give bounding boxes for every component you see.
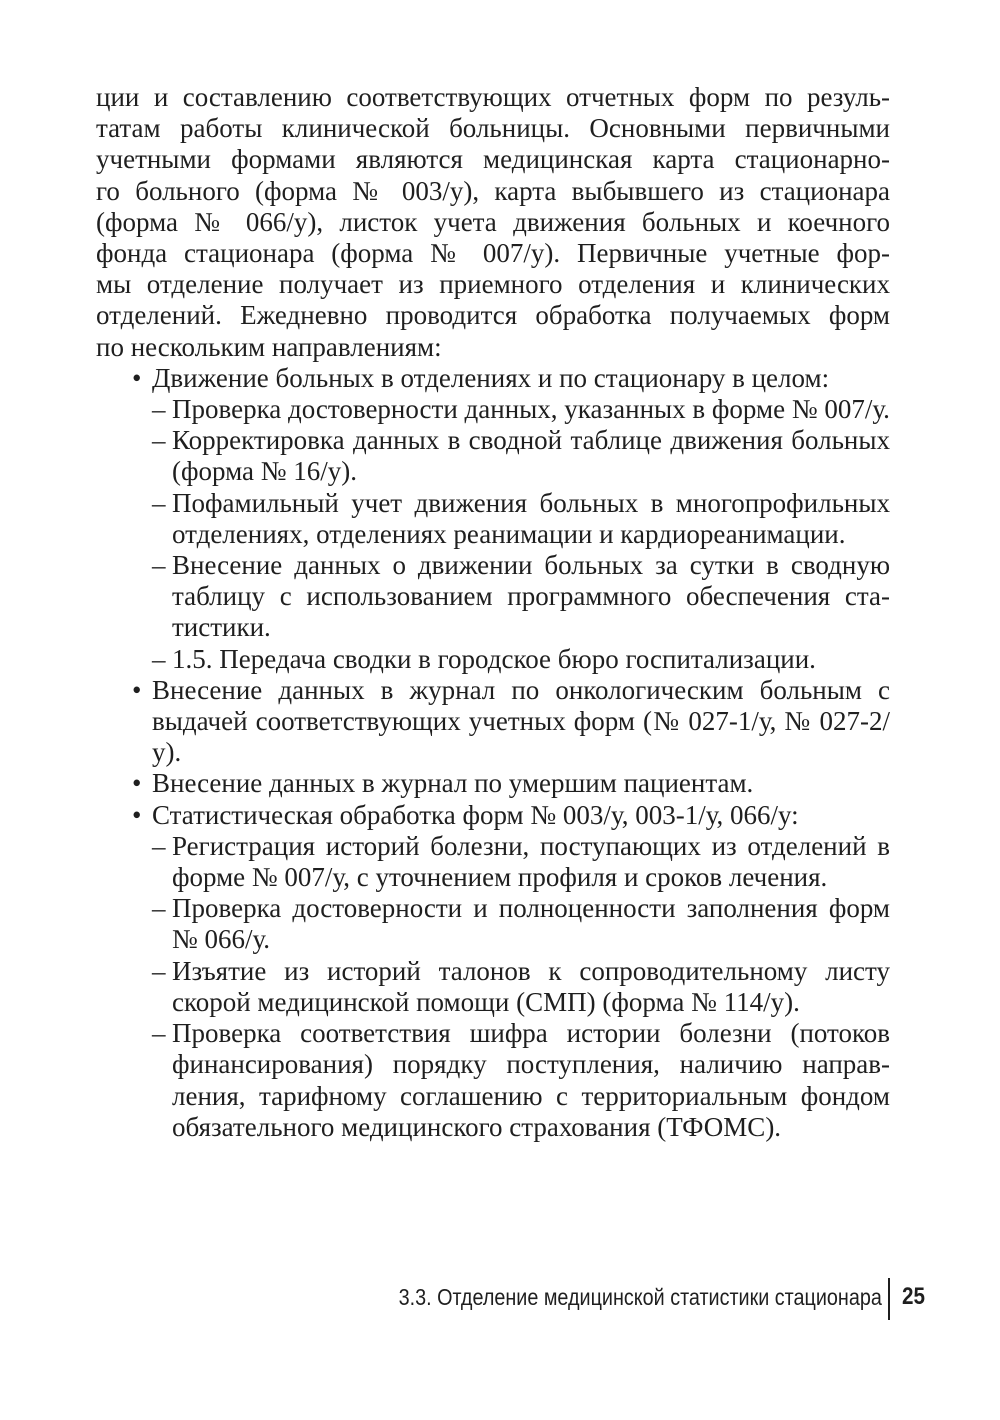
dash-marker: – <box>152 1018 166 1049</box>
bullet-item <box>96 363 890 675</box>
bullet-text: Статистическая обработка форм № 003/у, 003-1/у, 066/у: <box>152 799 799 830</box>
intro-line: го больного (форма № 003/у), карта выбывшего из стационара <box>96 175 890 206</box>
bullet-text: Внесение данных в журнал по умершим пациентам. <box>152 768 754 799</box>
bullet-text: Движение больных в отделениях и по стационару в целом: <box>152 362 830 393</box>
dash-marker: – <box>152 487 166 518</box>
sub-text: Проверка достоверности и полноценности заполнения форм № 066/у. <box>172 893 890 955</box>
sub-item <box>152 955 890 1018</box>
bullet-list <box>96 363 890 1143</box>
sub-text: Корректировка данных в сводной таблице движения больных (форма № 16/у). <box>172 425 890 487</box>
bullet-text: Внесение данных в журнал по онкологическим больным с выдачей соответствующих учетных форм (№ 027-1/у, № 027-2/у). <box>152 674 890 768</box>
sub-item <box>152 487 890 550</box>
sub-item <box>152 425 890 487</box>
dash-marker: – <box>152 394 166 425</box>
sub-text: Изъятие из историй талонов к сопроводительному листу скорой медицинской помощи (СМП) (форма № 114/у). <box>172 955 890 1017</box>
bullet-marker: • <box>132 768 142 799</box>
dash-marker: – <box>152 425 166 456</box>
bullet-marker: • <box>132 799 142 830</box>
bullet-item <box>96 675 890 769</box>
intro-line: по нескольким направлениям: <box>96 331 442 362</box>
sub-item <box>152 643 890 675</box>
bullet-marker: • <box>132 674 142 705</box>
sub-text: Проверка соответствия шифра истории болезни (потоков финансирования) порядку поступления, наличию направления, тарифному соглашению с территориальным фондом обязательного медицинского страхования (ТФОМС). <box>172 1018 890 1142</box>
running-footer-title: 3.3. Отделение медицинской статистики стационара <box>398 1284 882 1310</box>
sub-list <box>152 831 890 1143</box>
page-number: 25 <box>902 1283 925 1310</box>
dash-marker: – <box>152 643 166 674</box>
dash-marker: – <box>152 550 166 581</box>
dash-marker: – <box>152 893 166 924</box>
sub-item <box>152 1018 890 1143</box>
sub-list <box>152 394 890 675</box>
sub-text: Внесение данных о движении больных за сутки в сводную таблицу с использованием программного обеспечения статистики. <box>172 550 890 643</box>
sub-item <box>152 550 890 644</box>
intro-line: (форма № 066/у), листок учета движения больных и коечного <box>96 206 890 237</box>
bullet-item <box>96 800 890 1143</box>
intro-line: ции и составлению соответствующих отчетных форм по резуль- <box>96 82 890 112</box>
sub-item <box>152 394 890 425</box>
intro-line: фонда стационара (форма № 007/у). Первичные учетные фор- <box>96 238 890 269</box>
sub-text: Регистрация историй болезни, поступающих из отделений в форме № 007/у, с уточнением профиля и сроков лечения. <box>172 830 890 893</box>
page-body <box>96 82 890 1143</box>
intro-line: татам работы клинической больницы. Основными первичными <box>96 113 890 144</box>
sub-text: Проверка достоверности данных, указанных в форме № 007/у. <box>172 394 890 425</box>
intro-paragraph <box>96 82 890 363</box>
sub-item <box>152 830 890 893</box>
bullet-marker: • <box>132 362 142 393</box>
dash-marker: – <box>152 955 166 986</box>
bullet-item <box>96 768 890 799</box>
intro-line: отделений. Ежедневно проводится обработка получаемых форм <box>96 300 890 331</box>
dash-marker: – <box>152 830 166 861</box>
intro-line: мы отделение получает из приемного отделения и клинических <box>96 269 890 300</box>
footer-divider <box>888 1278 890 1320</box>
page-footer <box>0 1278 1000 1322</box>
sub-item <box>152 893 890 955</box>
sub-text: 1.5. Передача сводки в городское бюро госпитализации. <box>172 643 816 674</box>
sub-text: Пофамильный учет движения больных в многопрофильных отделениях, отделениях реанимации и кардиореанимации. <box>172 487 890 549</box>
intro-line: учетными формами являются медицинская карта стационарно- <box>96 144 890 175</box>
